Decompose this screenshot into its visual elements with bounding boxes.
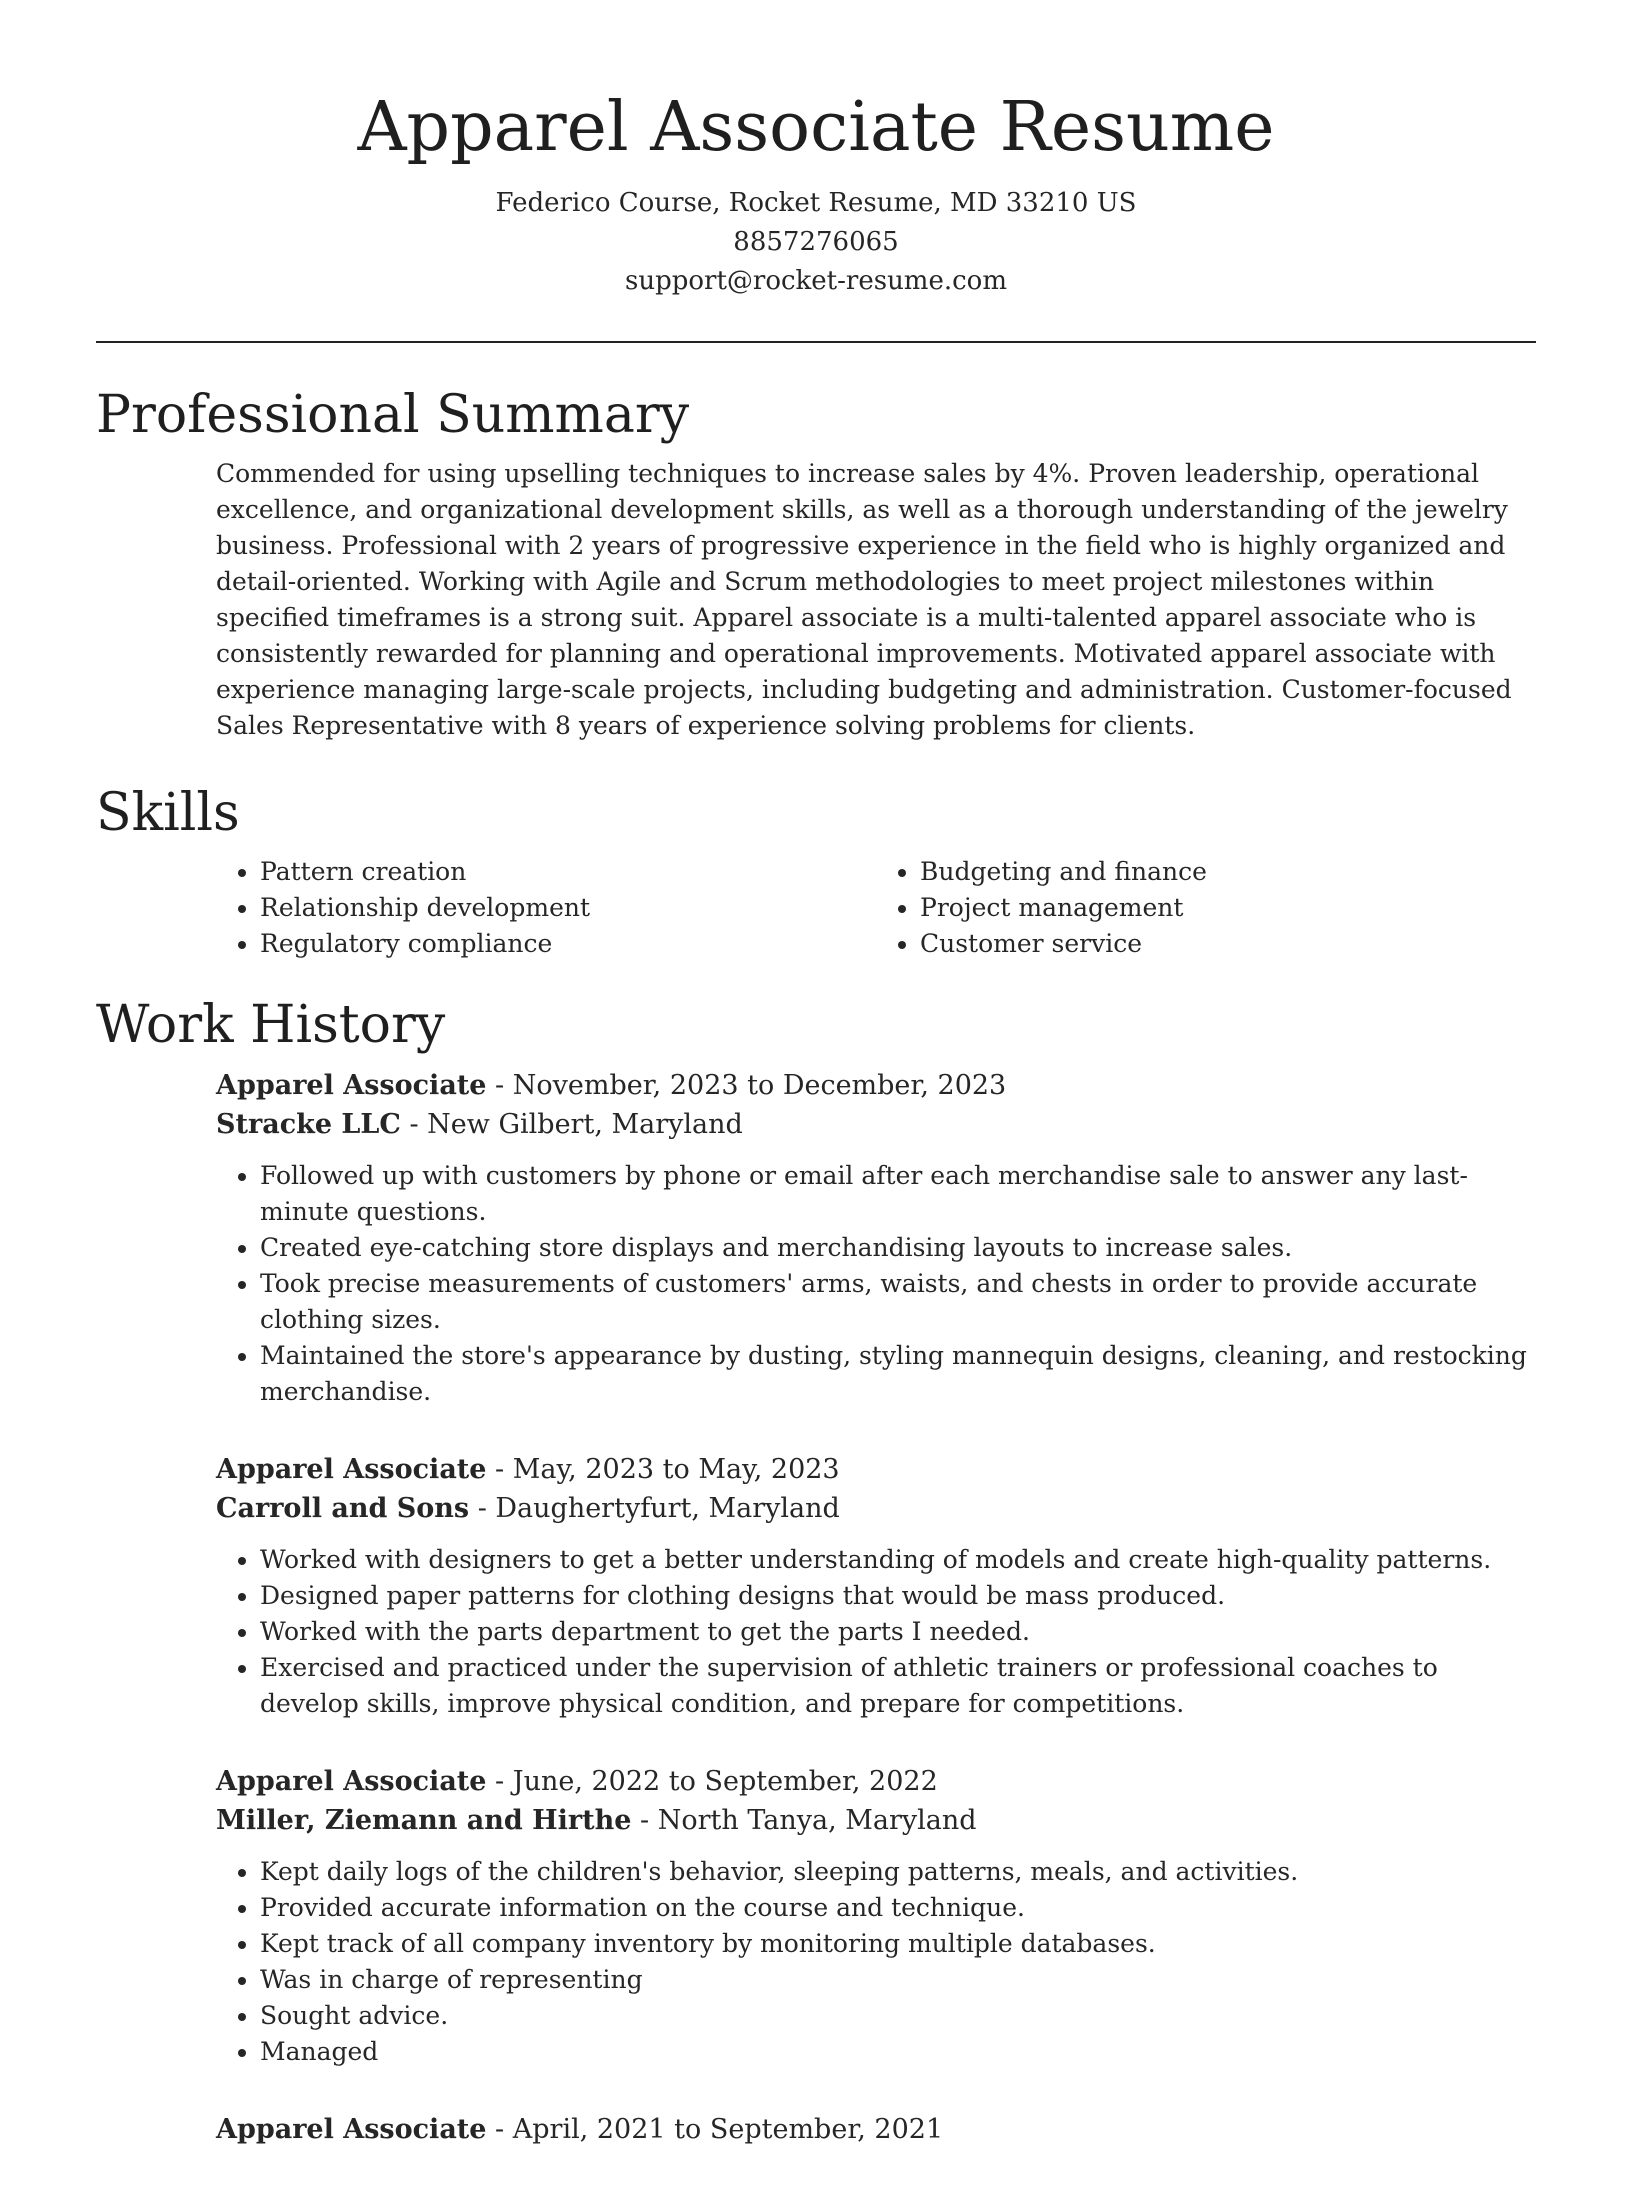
contact-info [96, 184, 1536, 301]
job-dates: - April, 2021 to September, 2021 [486, 2114, 944, 2145]
job-entry [216, 1450, 1536, 1722]
job-company: Carroll and Sons [216, 1493, 470, 1524]
job-title-line [216, 1762, 1536, 1801]
job-title-line [216, 1066, 1536, 1105]
duty-item: • Maintained the store's appearance by dusting, styling mannequin designs, cleaning, and restocking merchandise. [260, 1338, 1536, 1410]
duty-item: • Exercised and practiced under the supervision of athletic trainers or professional coaches to develop skills, improve physical condition, and prepare for competitions. [260, 1650, 1536, 1722]
skills-heading: Skills [96, 783, 240, 843]
job-entry [216, 1762, 1536, 2070]
work-history-heading: Work History [96, 995, 446, 1055]
job-location: - Daughertyfurt, Maryland [469, 1493, 840, 1524]
job-title-line [216, 1450, 1536, 1489]
skill-item: • Project management [920, 890, 1536, 926]
duty-item: • Created eye-catching store displays and merchandising layouts to increase sales. [260, 1230, 1536, 1266]
summary-text: Commended for using upselling techniques to increase sales by 4%. Proven leadership, operational excellence, and organizational development skills, as well as a thorough understanding of the jewelry business. Professional with 2 years of progressive experience in the field who is highly organized and detail-oriented. Working with Agile and Scrum methodologies to meet project milestones within specified timeframes is a strong suit. Apparel associate is a multi-talented apparel associate who is consistently rewarded for planning and operational improvements. Motivated apparel associate with experience managing large-scale projects, including budgeting and administration. Customer-focused Sales Representative with 8 years of experience solving problems for clients. [216, 459, 1512, 740]
job-company: Miller, Ziemann and Hirthe [216, 1805, 632, 1836]
job-duties [216, 1158, 1536, 1410]
job-company-line [216, 1489, 1536, 1528]
summary-heading: Professional Summary [96, 385, 690, 445]
job-title: Apparel Associate [216, 1766, 487, 1797]
job-company-line [216, 1801, 1536, 1840]
skills-column-left [216, 854, 876, 962]
job-title-line [216, 2110, 1536, 2149]
job-dates: - May, 2023 to May, 2023 [486, 1454, 840, 1485]
job-company: Stracke LLC [216, 1109, 401, 1140]
job-company-line [216, 1105, 1536, 1144]
duty-item: • Followed up with customers by phone or email after each merchandise sale to answer any last-minute questions. [260, 1158, 1536, 1230]
resume-body [96, 374, 1536, 2189]
duty-item: • Designed paper patterns for clothing designs that would be mass produced. [260, 1578, 1536, 1614]
contact-address: Federico Course, Rocket Resume, MD 33210 US [495, 188, 1137, 218]
duty-item: • Was in charge of representing [260, 1962, 1536, 1998]
job-dates: - November, 2023 to December, 2023 [486, 1070, 1007, 1101]
duty-item: • Kept track of all company inventory by monitoring multiple databases. [260, 1926, 1536, 1962]
job-duties [216, 1542, 1536, 1722]
work-history-section [96, 984, 1536, 2149]
skills-list [216, 854, 1536, 962]
skill-item: • Customer service [920, 926, 1536, 962]
contact-email: support@rocket-resume.com [624, 266, 1007, 296]
skill-item: • Relationship development [260, 890, 876, 926]
resume-title: Apparel Associate Resume [357, 88, 1275, 167]
contact-phone: 8857276065 [733, 227, 899, 257]
job-title: Apparel Associate [216, 1454, 487, 1485]
skills-column-right [876, 854, 1536, 962]
duty-item: • Sought advice. [260, 1998, 1536, 2034]
duty-item: • Provided accurate information on the course and technique. [260, 1890, 1536, 1926]
duty-item: • Worked with designers to get a better understanding of models and create high-quality patterns. [260, 1542, 1536, 1578]
job-title: Apparel Associate [216, 2114, 487, 2145]
job-entry [216, 1066, 1536, 1410]
summary-section [96, 374, 1536, 744]
skill-item: • Budgeting and finance [920, 854, 1536, 890]
duty-item: • Kept daily logs of the children's behavior, sleeping patterns, meals, and activities. [260, 1854, 1536, 1890]
job-location: - North Tanya, Maryland [631, 1805, 977, 1836]
job-location: - New Gilbert, Maryland [400, 1109, 743, 1140]
job-duties [216, 1854, 1536, 2070]
job-title: Apparel Associate [216, 1070, 487, 1101]
skill-item: • Pattern creation [260, 854, 876, 890]
resume-header [96, 82, 1536, 301]
duty-item: • Worked with the parts department to get the parts I needed. [260, 1614, 1536, 1650]
duty-item: • Managed [260, 2034, 1536, 2070]
header-divider [96, 341, 1536, 343]
duty-item: • Took precise measurements of customers' arms, waists, and chests in order to provide accurate clothing sizes. [260, 1266, 1536, 1338]
skills-section [96, 772, 1536, 962]
job-dates: - June, 2022 to September, 2022 [486, 1766, 938, 1797]
job-entry [216, 2110, 1536, 2149]
skill-item: • Regulatory compliance [260, 926, 876, 962]
